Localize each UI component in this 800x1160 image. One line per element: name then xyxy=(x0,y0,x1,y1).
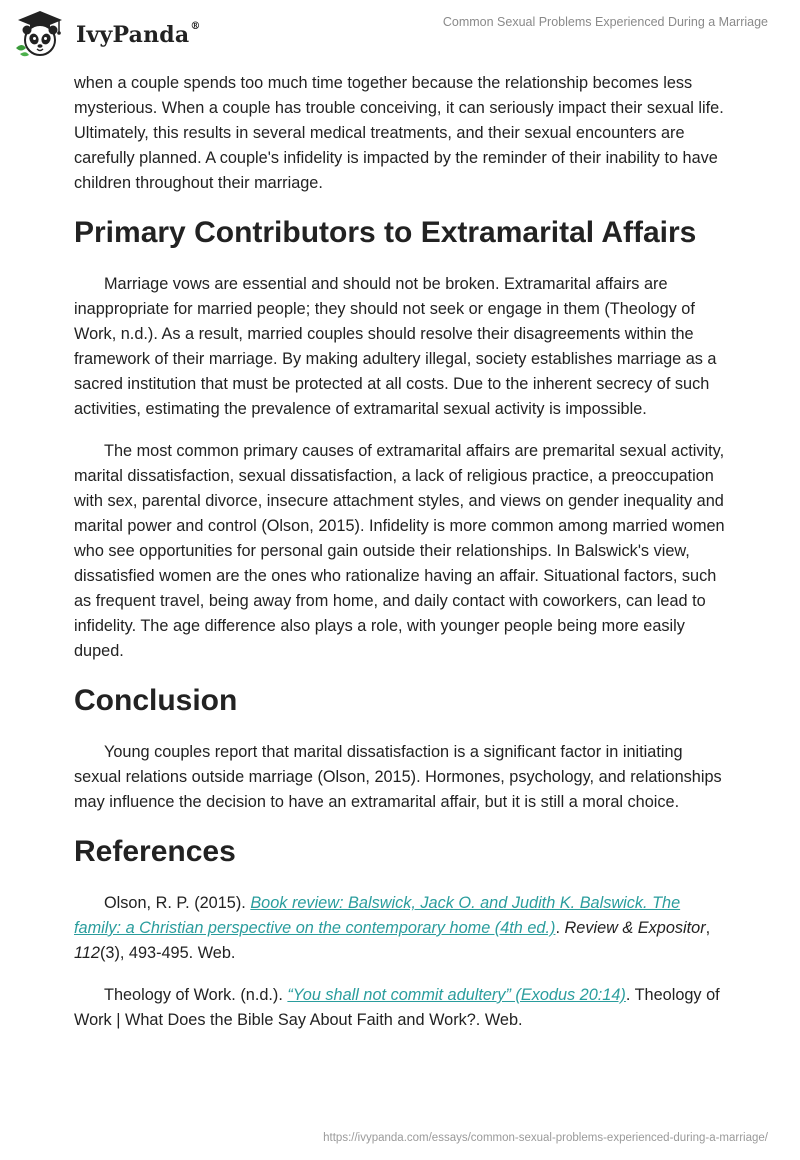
reference-journal: Review & Expositor xyxy=(564,919,706,937)
reference-theology-of-work xyxy=(74,983,728,1033)
footer-url[interactable]: https://ivypanda.com/essays/common-sexual-problems-experienced-during-a-marriage/ xyxy=(323,1132,768,1144)
reference-author: Olson, R. P. (2015). xyxy=(104,894,251,912)
contributors-paragraph-1: Marriage vows are essential and should not be broken. Extramarital affairs are inappropriate for married people; they should not seek or engage in them (Theology of Work, n.d.). As a result, married couples should resolve their disagreements within the framework of their marriage. By making adultery illegal, society establishes marriage as a sacred institution that must be protected at all costs. Due to the inherent secrecy of such activities, estimating the prevalence of extramarital sexual activity is impossible. xyxy=(74,275,717,418)
contributors-paragraph-2: The most common primary causes of extramarital affairs are premarital sexual activity, marital dissatisfaction, sexual dissatisfaction, a lack of religious practice, a preoccupation with sex, parental divorce, insecure attachment styles, and views on gender inequality and marital power and control (Olson, 2015). Infidelity is more common among married women who see opportunities for personal gain outside their relationships. In Balswick's view, dissatisfied women are the ones who rationalize having an affair. Situational factors, such as frequent travel, being away from home, and daily contact with coworkers, can lead to infidelity. The age difference also plays a role, with younger people being more easily duped. xyxy=(74,442,725,660)
heading-references: References xyxy=(74,835,236,868)
conclusion-paragraph: Young couples report that marital dissatisfaction is a significant factor in initiating sexual relations outside marriage (Olson, 2015). Hormones, psychology, and relationships may influence the decision to have an extramarital affair, but it is still a moral choice. xyxy=(74,743,722,811)
document-title: Common Sexual Problems Experienced During a Marriage xyxy=(442,15,768,29)
reference-punctuation: . xyxy=(555,919,565,937)
ivypanda-logo[interactable] xyxy=(12,8,201,58)
intro-paragraph: when a couple spends too much time together because the relationship becomes less mysterious. When a couple has trouble conceiving, it can seriously impact their sexual life. Ultimately, this results in several medical treatments, and their sexual encounters are carefully planned. A couple's infidelity is impacted by the reminder of their inability to have children throughout their marriage. xyxy=(74,74,724,192)
reference-olson xyxy=(74,891,728,966)
essay-body xyxy=(74,71,728,1033)
page-header xyxy=(0,0,800,70)
reference-volume: 112 xyxy=(74,944,100,962)
reference-link-olson[interactable]: Book review: Balswick, Jack O. and Judith K. Balswick. The family: a Christian perspective on the contemporary home (4th ed.) xyxy=(74,894,681,937)
brand-name: IvyPanda® xyxy=(76,21,201,48)
panda-logo-icon xyxy=(12,8,68,58)
heading-conclusion: Conclusion xyxy=(74,684,238,717)
reference-link-theology-of-work[interactable]: “You shall not commit adultery” (Exodus 20:14) xyxy=(287,986,626,1004)
reference-tail: . Theology of Work | What Does the Bible Say About Faith and Work?. Web. xyxy=(74,986,720,1029)
reference-author: Theology of Work. (n.d.). xyxy=(104,986,288,1004)
reference-tail: (3), 493-495. Web. xyxy=(99,944,236,962)
heading-primary-contributors: Primary Contributors to Extramarital Affairs xyxy=(74,216,697,249)
reference-punctuation: , xyxy=(705,919,711,937)
